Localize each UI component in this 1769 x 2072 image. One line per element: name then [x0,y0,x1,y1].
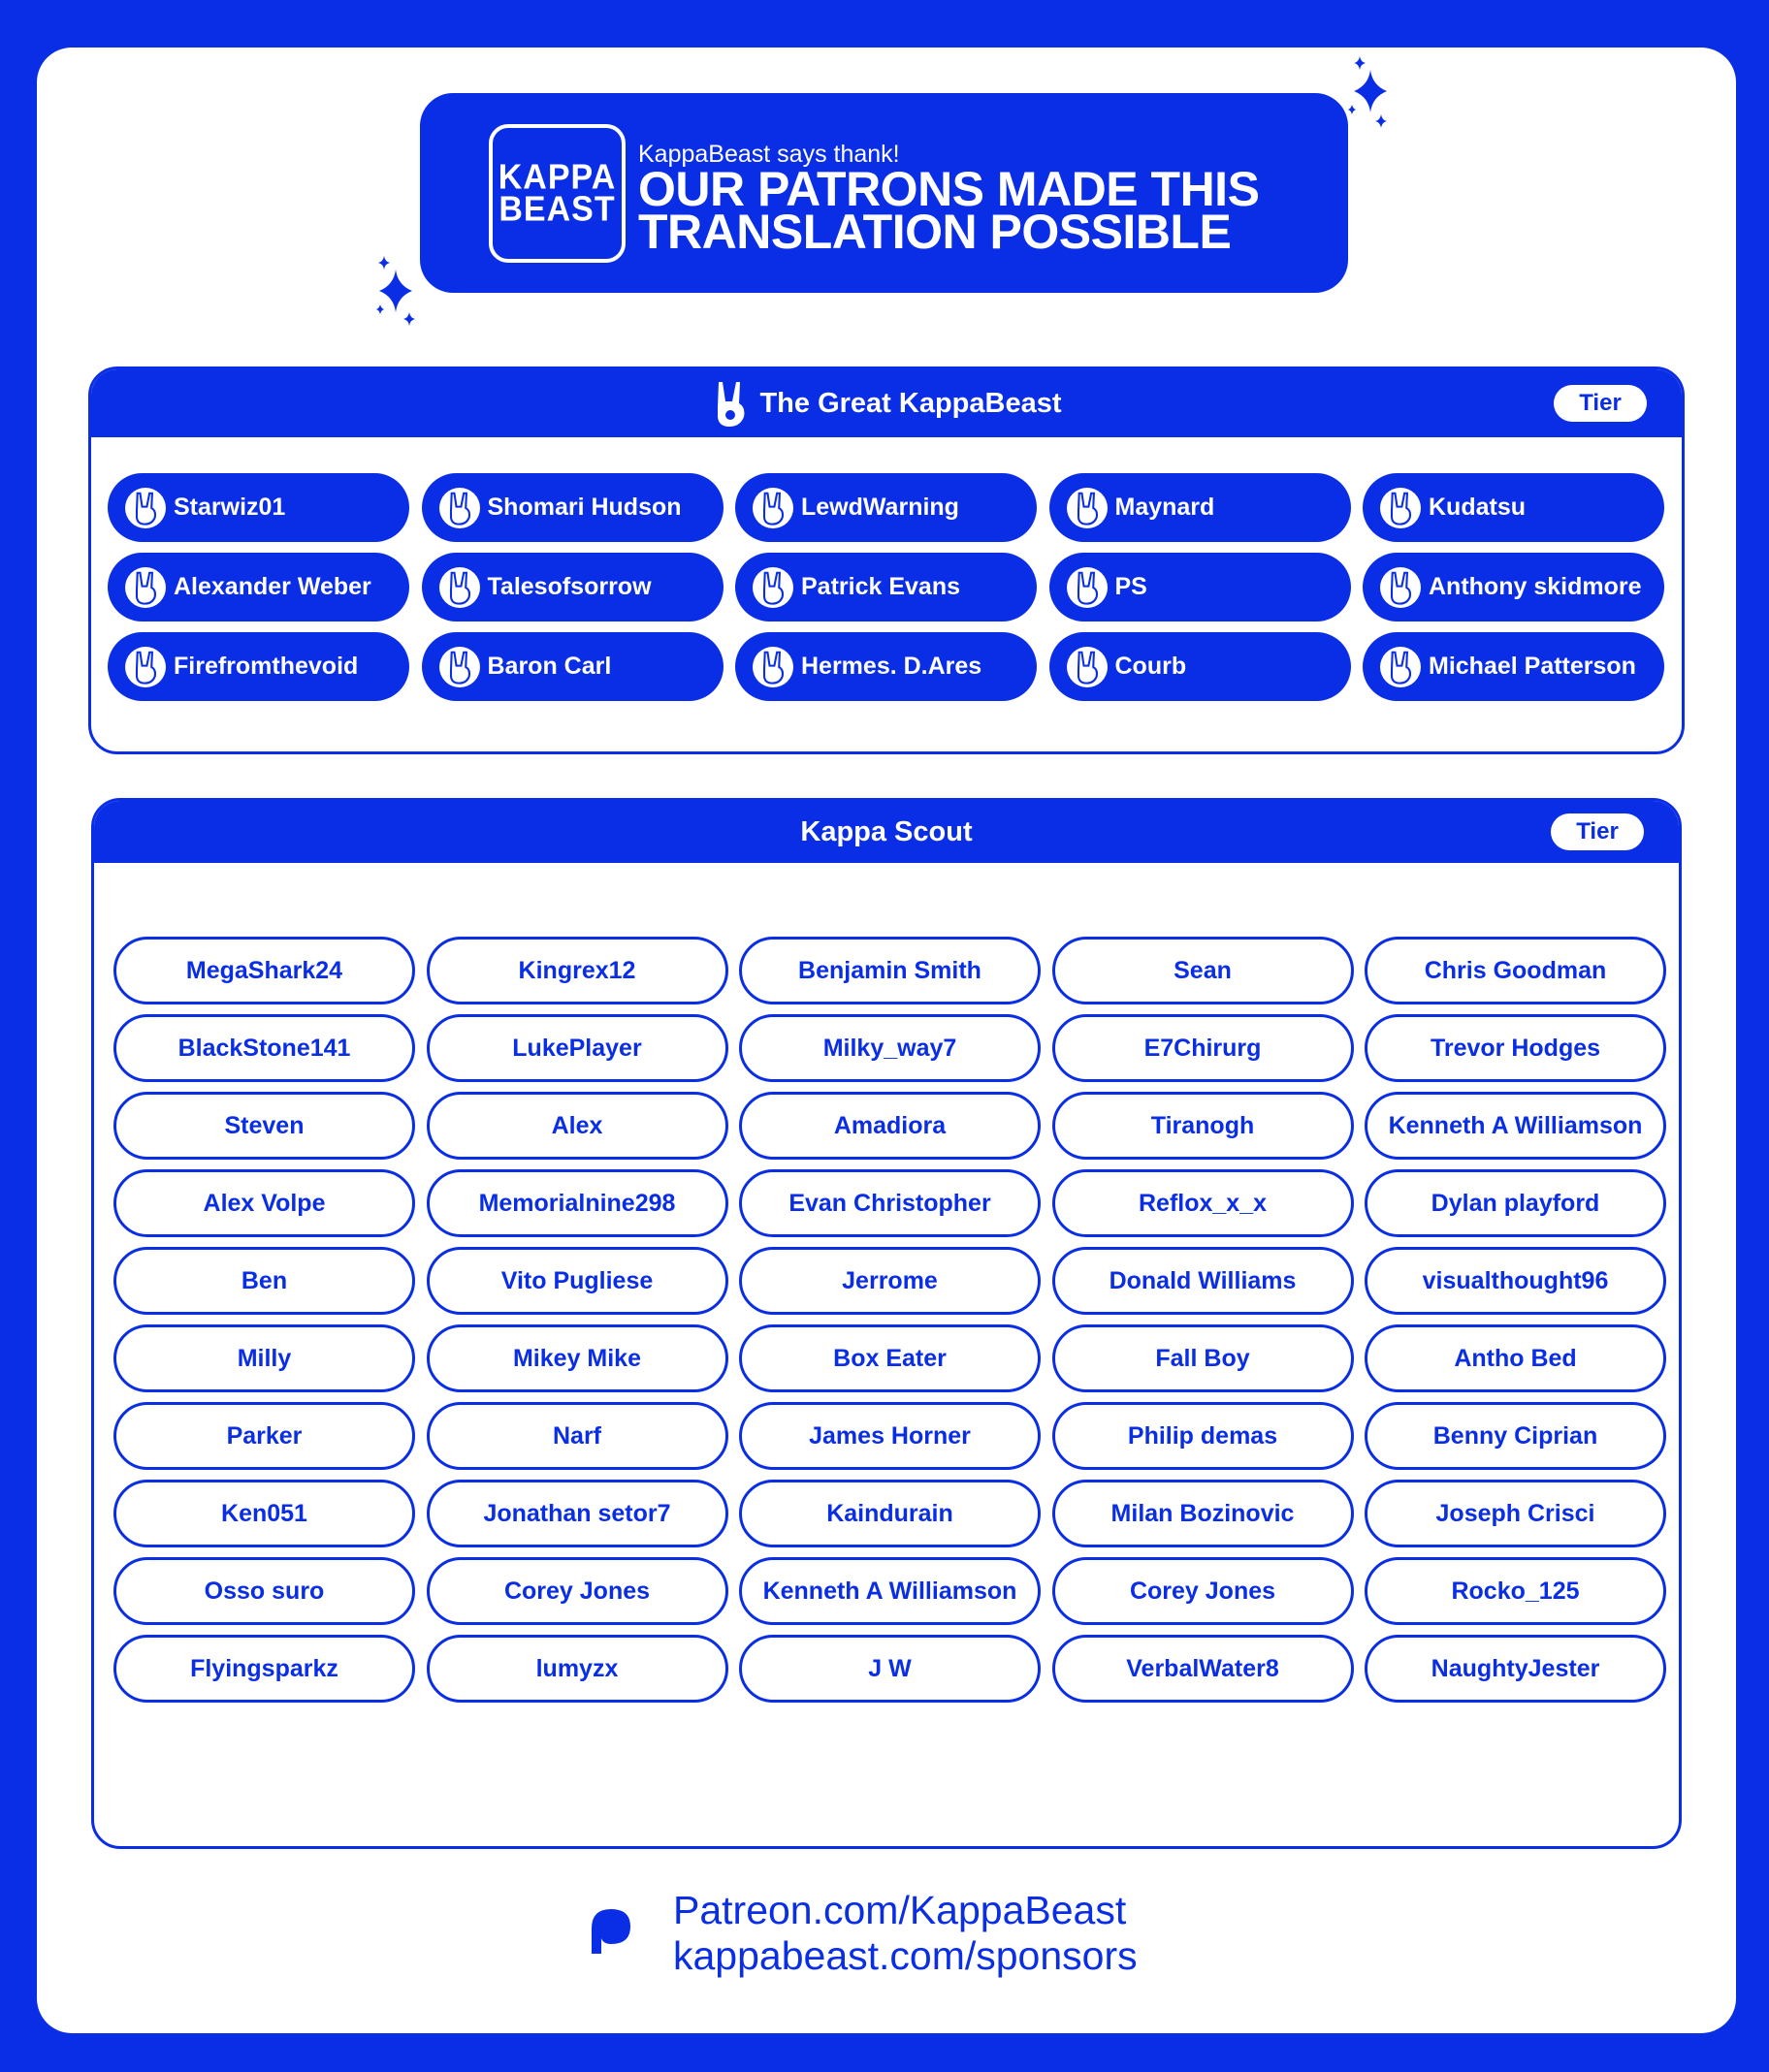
patron-name: Talesofsorrow [487,573,652,600]
rock-hand-icon [439,488,480,528]
great-tier-patron [735,473,1037,542]
rock-hand-icon [711,378,750,429]
scout-tier-patron: Osso suro [113,1557,415,1625]
scout-tier-patron: Memorialnine298 [427,1169,728,1237]
scout-tier-patron: LukePlayer [427,1014,728,1082]
sparkle-icon [1346,56,1395,130]
scout-tier-patron: Benny Ciprian [1365,1402,1666,1470]
great-tier-patron [1049,473,1351,542]
patron-name: Firefromthevoid [174,653,359,680]
scout-tier-patron: Chris Goodman [1365,937,1666,1004]
scout-tier-patron: Corey Jones [1052,1557,1354,1625]
rock-hand-icon [753,647,793,687]
scout-tier-patron: Benjamin Smith [739,937,1041,1004]
patron-name: PS [1114,573,1147,600]
rock-hand-icon [125,488,166,528]
scout-tier-patron-grid [113,937,1666,1703]
sponsors-link[interactable]: kappabeast.com/sponsors [673,1933,1138,1978]
patron-name: Courb [1114,653,1187,680]
great-kappabeast-tier-panel [88,367,1685,754]
patreon-icon [588,1905,632,1956]
great-tier-patron [108,632,409,701]
great-tier-patron [422,553,724,622]
scout-tier-patron: visualthought96 [1365,1247,1666,1315]
scout-tier-patron: Rocko_125 [1365,1557,1666,1625]
banner-title [638,162,1317,259]
scout-tier-patron: Corey Jones [427,1557,728,1625]
great-tier-title: The Great KappaBeast [759,387,1062,419]
scout-tier-patron: Jerrome [739,1247,1041,1315]
scout-tier-patron: Kaindurain [739,1480,1041,1547]
patron-name: Michael Patterson [1429,653,1636,680]
scout-tier-patron: James Horner [739,1402,1041,1470]
patron-name: LewdWarning [801,494,959,521]
scout-tier-patron: Antho Bed [1365,1324,1666,1392]
sparkle-icon [374,256,423,330]
great-tier-patron [735,632,1037,701]
scout-tier-patron: Tiranogh [1052,1092,1354,1160]
scout-tier-label: Tier [1551,813,1644,850]
great-tier-patron-grid [108,473,1664,701]
scout-tier-patron: J W [739,1635,1041,1703]
kappabeast-logo [489,124,626,263]
great-tier-patron [1363,473,1664,542]
rock-hand-icon [1380,488,1421,528]
scout-tier-patron: Joseph Crisci [1365,1480,1666,1547]
patron-name: Patrick Evans [801,573,960,600]
scout-tier-patron: Dylan playford [1365,1169,1666,1237]
scout-tier-patron: Milan Bozinovic [1052,1480,1354,1547]
great-tier-patron [422,632,724,701]
rock-hand-icon [753,567,793,608]
patron-name: Shomari Hudson [487,494,682,521]
kappa-scout-tier-panel [91,798,1682,1849]
scout-tier-patron: Kenneth A Williamson [739,1557,1041,1625]
scout-tier-patron: Kingrex12 [427,937,728,1004]
scout-tier-patron: Alex Volpe [113,1169,415,1237]
scout-tier-patron: Fall Boy [1052,1324,1354,1392]
rock-hand-icon [439,567,480,608]
rock-hand-icon [1067,488,1108,528]
scout-tier-patron: lumyzx [427,1635,728,1703]
rock-hand-icon [1067,567,1108,608]
rock-hand-icon [125,567,166,608]
patreon-link[interactable]: Patreon.com/KappaBeast [673,1888,1127,1932]
logo-line1: KAPPA [498,157,617,197]
great-tier-patron [1049,553,1351,622]
scout-tier-patron: Trevor Hodges [1365,1014,1666,1082]
great-tier-patron [735,553,1037,622]
patron-name: Starwiz01 [174,494,286,521]
scout-tier-patron: Jonathan setor7 [427,1480,728,1547]
logo-line2: BEAST [499,189,616,229]
banner-title-line1: OUR PATRONS MADE THIS [638,162,1260,216]
patron-name: Kudatsu [1429,494,1526,521]
patron-name: Hermes. D.Ares [801,653,982,680]
great-tier-patron [1049,632,1351,701]
scout-tier-patron: Narf [427,1402,728,1470]
scout-tier-patron: Flyingsparkz [113,1635,415,1703]
great-tier-label: Tier [1554,385,1647,422]
great-tier-patron [1363,632,1664,701]
rock-hand-icon [1067,647,1108,687]
great-tier-patron [422,473,724,542]
scout-tier-patron: Ben [113,1247,415,1315]
scout-tier-patron: Milly [113,1324,415,1392]
great-tier-patron [108,473,409,542]
rock-hand-icon [125,647,166,687]
scout-tier-patron: Vito Pugliese [427,1247,728,1315]
scout-tier-patron: Philip demas [1052,1402,1354,1470]
rock-hand-icon [439,647,480,687]
great-tier-patron [1363,553,1664,622]
scout-tier-patron: VerbalWater8 [1052,1635,1354,1703]
banner-subtitle: KappaBeast says thank! [638,141,900,168]
scout-tier-patron: E7Chirurg [1052,1014,1354,1082]
rock-hand-icon [1380,647,1421,687]
scout-tier-patron: Mikey Mike [427,1324,728,1392]
rock-hand-icon [753,488,793,528]
scout-tier-patron: Amadiora [739,1092,1041,1160]
scout-tier-patron: Steven [113,1092,415,1160]
great-tier-header [91,369,1682,437]
scout-tier-patron: BlackStone141 [113,1014,415,1082]
patron-name: Anthony skidmore [1429,573,1642,600]
scout-tier-patron: Box Eater [739,1324,1041,1392]
scout-tier-patron: Reflox_x_x [1052,1169,1354,1237]
scout-tier-patron: Sean [1052,937,1354,1004]
scout-tier-patron: Donald Williams [1052,1247,1354,1315]
scout-tier-patron: Evan Christopher [739,1169,1041,1237]
scout-tier-header [94,801,1679,863]
banner-title-line2: TRANSLATION POSSIBLE [638,205,1232,259]
scout-tier-title: Kappa Scout [800,815,973,847]
great-tier-patron [108,553,409,622]
scout-tier-patron: Milky_way7 [739,1014,1041,1082]
patron-name: Maynard [1114,494,1215,521]
scout-tier-patron: MegaShark24 [113,937,415,1004]
rock-hand-icon [1380,567,1421,608]
scout-tier-patron: NaughtyJester [1365,1635,1666,1703]
patron-name: Alexander Weber [174,573,371,600]
scout-tier-patron: Ken051 [113,1480,415,1547]
scout-tier-patron: Parker [113,1402,415,1470]
patron-name: Baron Carl [487,653,612,680]
scout-tier-patron: Kenneth A Williamson [1365,1092,1666,1160]
scout-tier-patron: Alex [427,1092,728,1160]
